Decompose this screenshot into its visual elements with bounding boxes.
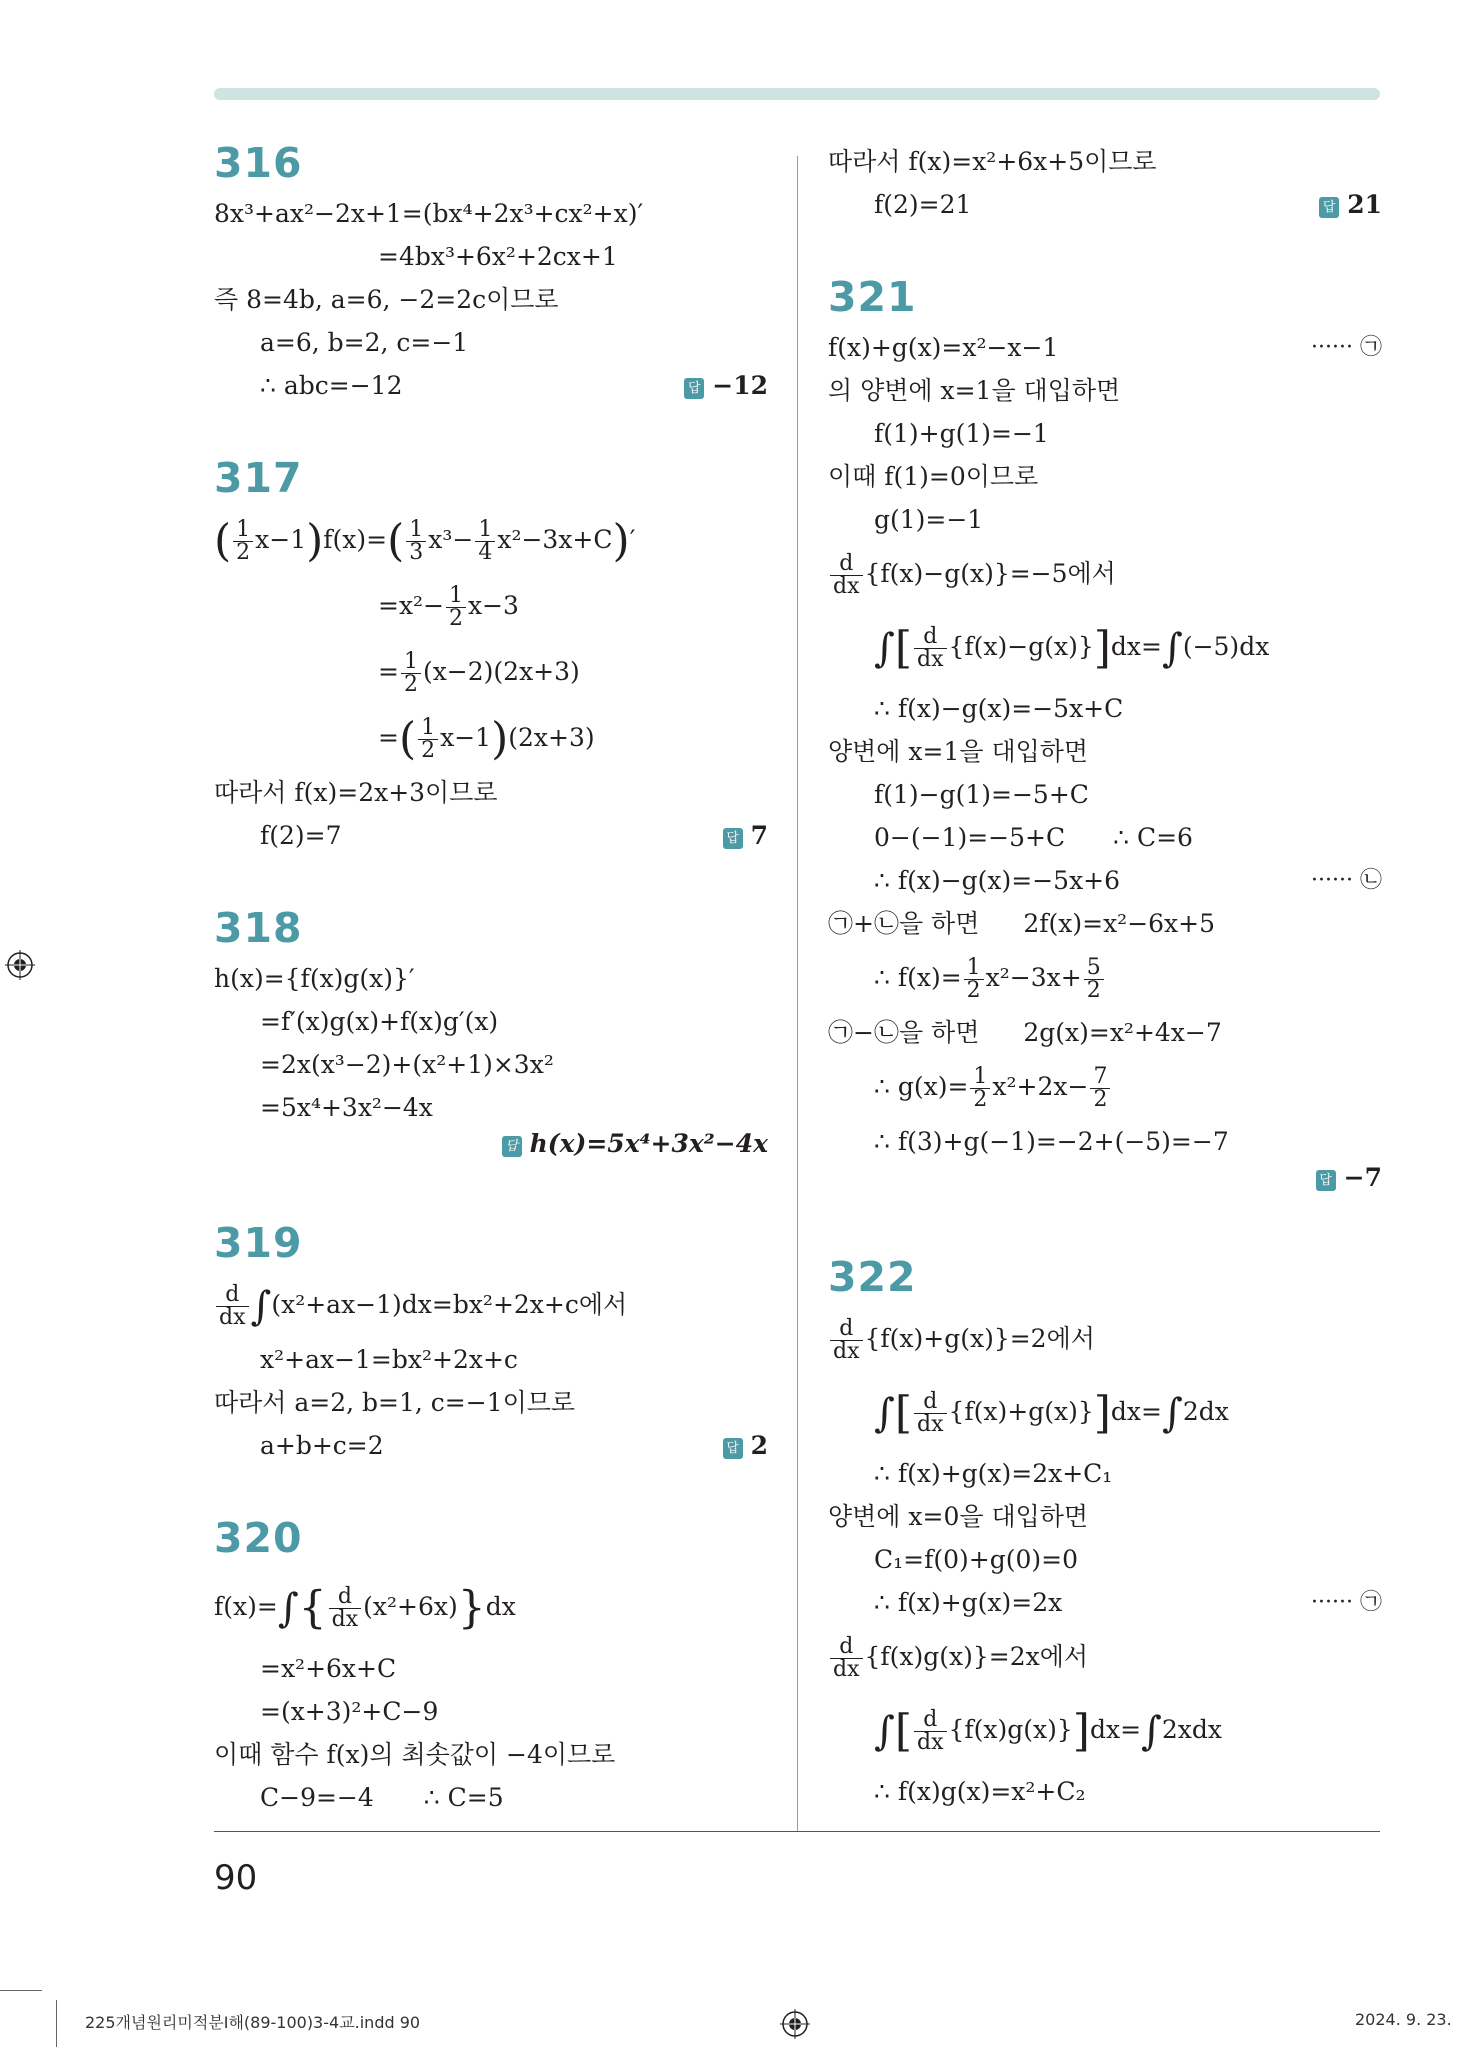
answer-value: 2 [750,1431,768,1460]
math-line: $\frac{d}{dx}$ ∫(x²+ax−1)dx=bx²+2x+c에서 [214,1272,768,1338]
problem-number: 320 [214,1514,303,1562]
math-line: =(x+3)²+C−9 [260,1697,439,1726]
answer-value: 21 [1347,190,1382,219]
answer-line [214,1129,768,1172]
bracket: [ [894,1705,913,1757]
right-column [828,140,1382,1861]
problem-318 [214,905,768,1172]
problem-number: 316 [214,139,303,187]
fraction: $\frac{d}{dx}$ [914,1709,947,1754]
fraction: $\frac{7}{2}$ [1090,1066,1110,1111]
left-column [214,140,768,1867]
math-line: $\frac{d}{dx}$ {f(x)−g(x)}=−5에서 [828,541,1382,607]
fraction: $\frac{d}{dx}$ [914,1391,947,1436]
integral-sign: ∫ [277,1585,299,1632]
integral-sign: ∫ [874,1390,895,1437]
answer-badge: 답 [1319,197,1339,218]
bracket: ] [1093,622,1111,674]
fraction: $\frac{d}{dx}$ [830,553,863,598]
paren: ) [612,515,630,567]
math-line: 양변에 x=1을 대입하면 [828,737,1089,766]
math-line: ( $\frac{1}{2}$ x−1)f(x)=( $\frac{1}{3}$ x³− $\frac{1}{4}$ x²−3x+C)′ [214,515,636,567]
math-line: =x²− $\frac{1}{2}$ x−3 [378,583,519,631]
registration-mark-icon [5,950,35,980]
fraction: $\frac{1}{2}$ [964,957,984,1002]
problem-number: 322 [828,1253,917,1301]
page-number: 90 [214,1858,258,1898]
answer [723,1424,768,1467]
answer-badge: 답 [684,378,704,399]
math-line: ∴ f(x)+g(x)=2x+C₁ [874,1459,1113,1488]
math-line: ㉠−㉡을 하면 2g(x)=x²+4x−7 [828,1018,1222,1047]
footer-date: 2024. 9. 23. [1355,2010,1452,2029]
paren: ( [387,515,405,567]
math-line: 양변에 x=0을 대입하면 [828,1502,1089,1531]
math-line: ∴ f(x)g(x)=x²+C₂ [874,1777,1086,1806]
fraction: $\frac{5}{2}$ [1084,957,1104,1002]
problem-number: 319 [214,1219,303,1267]
integral-sign: ∫ [1161,1390,1183,1437]
fraction: $\frac{1}{3}$ [406,519,426,564]
math-line: =4bx³+6x²+2cx+1 [378,242,618,271]
problem-317 [214,455,768,857]
paren: ( [214,515,232,567]
math-line: ∴ g(x)= $\frac{1}{2}$ x²+2x− $\frac{7}{2}$ [828,1054,1382,1120]
answer [1316,1163,1382,1192]
paren: ) [306,515,324,567]
problem-number: 317 [214,454,303,502]
math-line: ∴ f(3)+g(−1)=−2+(−5)=−7 [874,1127,1229,1156]
answer [723,814,768,857]
answer-badge: 답 [1316,1170,1336,1191]
paren: ) [491,713,509,765]
math-line: 0−(−1)=−5+C ∴ C=6 [874,823,1193,852]
math-line: =2x(x³−2)+(x²+1)×3x² [260,1050,554,1079]
math-line: 따라서 a=2, b=1, c=−1이므로 [214,1388,576,1417]
answer-badge: 답 [502,1136,522,1157]
math-line: f(2)=7 답 7 [214,814,768,857]
bracket: ] [1072,1705,1090,1757]
equation-marker: ······ ㉠ [1311,335,1382,360]
answer-value: −7 [1343,1163,1382,1192]
equation-marker: ······ ㉡ [1311,868,1382,893]
math-line: C−9=−4 ∴ C=5 [260,1783,504,1812]
footer-file-info: 225개념원리미적분Ⅰ해(89-100)3-4교.indd 90 [85,2013,421,2032]
math-line: $\frac{d}{dx}$ {f(x)g(x)}=2x에서 [828,1624,1382,1690]
crop-mark [56,2000,57,2047]
math-line: f(2)=21 답 21 [828,183,1382,226]
math-line: f(1)+g(1)=−1 [874,419,1049,448]
problem-320 [214,1515,768,1819]
math-line: ∫[ $\frac{d}{dx}$ {f(x)g(x)}]dx=∫2xdx [874,1705,1222,1757]
answer-value: −12 [712,371,768,400]
math-line: f(1)−g(1)=−5+C [874,780,1089,809]
fraction: $\frac{1}{2}$ [446,585,466,630]
fraction: $\frac{1}{2}$ [418,717,438,762]
answer-value: 7 [750,821,768,850]
bracket: [ [894,622,913,674]
math-line: ∴ f(x)−g(x)=−5x+6 ······ ㉡ [828,859,1382,902]
answer [684,364,768,407]
integral-sign: ∫ [1141,1708,1162,1755]
bottom-rule [214,1831,1380,1832]
answer-value: h(x)=5x⁴+3x²−4x [529,1129,768,1158]
math-line: x²+ax−1=bx²+2x+c [260,1345,518,1374]
fraction: $\frac{1}{2}$ [970,1066,990,1111]
math-line: ∴ f(x)−g(x)=−5x+C [874,694,1124,723]
header-bar [214,88,1380,100]
fraction: $\frac{1}{2}$ [233,519,253,564]
problem-321 [828,274,1382,1206]
brace: } [457,1582,486,1634]
equation-marker: ······ ㉠ [1311,1590,1382,1615]
fraction: $\frac{1}{2}$ [401,651,421,696]
math-line: ㉠+㉡을 하면 2f(x)=x²−6x+5 [828,909,1215,938]
fraction: $\frac{d}{dx}$ [830,1636,863,1681]
math-line: g(1)=−1 [874,505,984,534]
math-line: 따라서 f(x)=x²+6x+5이므로 [828,147,1157,176]
answer-badge: 답 [723,828,743,849]
answer-line [828,1163,1382,1206]
math-text: ∴ abc=−12 [260,371,403,400]
problem-320-continued [828,140,1382,226]
integral-sign: ∫ [874,1708,895,1755]
brace: { [298,1582,327,1634]
math-line: =5x⁴+3x²−4x [260,1093,433,1122]
math-line: =f′(x)g(x)+f(x)g′(x) [260,1007,499,1036]
problem-number: 318 [214,904,303,952]
math-line: 즉 8=4b, a=6, −2=2c이므로 [214,285,559,314]
math-line: a+b+c=2 답 2 [214,1424,768,1467]
math-line: = $\frac{1}{2}$ (x−2)(2x+3) [378,649,580,697]
math-line [214,364,768,407]
math-line: ∴ f(x)= $\frac{1}{2}$ x²−3x+ $\frac{5}{2}$ [828,945,1382,1011]
integral-sign: ∫ [874,625,895,672]
math-line: ∫[ $\frac{d}{dx}$ {f(x)−g(x)}]dx=∫(−5)dx [874,622,1270,674]
fraction: $\frac{d}{dx}$ [914,626,947,671]
problem-316 [214,140,768,407]
problem-319 [214,1220,768,1467]
answer [1319,183,1382,226]
fraction: $\frac{1}{4}$ [475,519,495,564]
integral-sign: ∫ [1161,625,1183,672]
math-line: 이때 f(1)=0이므로 [828,462,1039,491]
column-divider [797,156,798,1832]
math-line: 의 양변에 x=1을 대입하면 [828,376,1121,405]
math-line: h(x)={f(x)g(x)}′ [214,964,415,993]
fraction: $\frac{d}{dx}$ [830,1318,863,1363]
problem-322 [828,1254,1382,1813]
math-line: a=6, b=2, c=−1 [260,328,469,357]
math-line: ∴ f(x)+g(x)=2x ······ ㉠ [828,1581,1382,1624]
registration-mark-icon [780,2009,810,2039]
math-line: =( $\frac{1}{2}$ x−1)(2x+3) [378,713,595,765]
answer-badge: 답 [723,1438,743,1459]
math-line: =x²+6x+C [260,1654,397,1683]
fraction: $\frac{d}{dx}$ [216,1284,249,1329]
math-line: 8x³+ax²−2x+1=(bx⁴+2x³+cx²+x)′ [214,199,644,228]
math-line: 이때 함수 f(x)의 최솟값이 −4이므로 [214,1740,616,1769]
integral-sign: ∫ [250,1283,272,1330]
math-line: 따라서 f(x)=2x+3이므로 [214,778,498,807]
math-line: C₁=f(0)+g(0)=0 [874,1545,1078,1574]
bracket: ] [1093,1387,1111,1439]
math-line: $\frac{d}{dx}$ {f(x)+g(x)}=2에서 [828,1306,1382,1372]
math-line: f(x)+g(x)=x²−x−1 ······ ㉠ [828,326,1382,369]
problem-number: 321 [828,273,917,321]
answer [502,1129,768,1158]
bracket: [ [894,1387,913,1439]
paren: ( [398,713,417,765]
crop-mark [0,1990,42,1991]
math-line: f(x)=∫{ $\frac{d}{dx}$ (x²+6x)}dx [214,1582,516,1634]
math-line: ∫[ $\frac{d}{dx}$ {f(x)+g(x)}]dx=∫2dx [874,1387,1229,1439]
fraction: $\frac{d}{dx}$ [329,1586,362,1631]
